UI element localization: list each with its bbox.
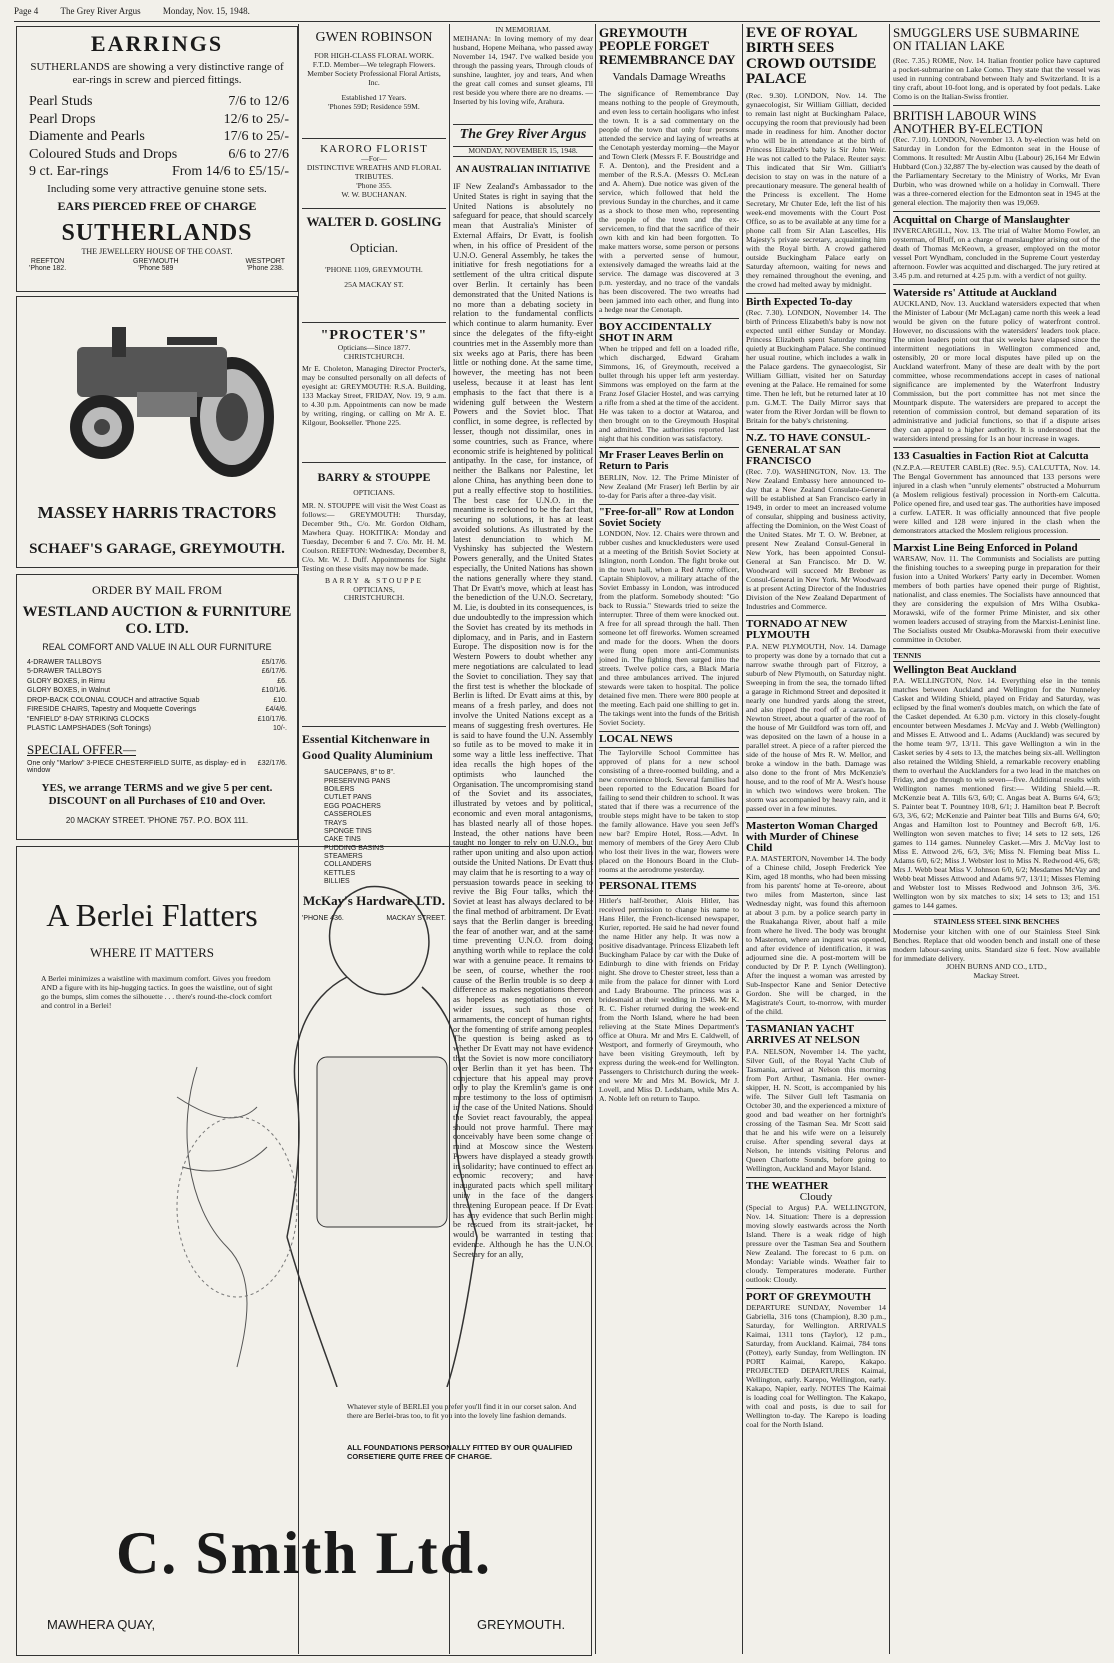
gosling-ad <box>302 214 446 290</box>
nameplate-rule <box>453 124 593 125</box>
branch: GREYMOUTH 'Phone 589 <box>133 257 179 272</box>
weather-subhead: Cloudy <box>799 1190 833 1203</box>
earrings-item: Pearl Drops 12/6 to 25/- <box>29 111 289 127</box>
earrings-intro: SUTHERLANDS are showing a very distinctive range of ear-rings in screw and pierced fittings. <box>30 61 284 87</box>
acquittal-text: INVERCARGILL, Nov. 13. The trial of Walter Momo Fowler, an oysterman, of Bluff, on a charge of manslaughter arising out of the death of Thomas McKeown, a greaser, employed on the motor vessel Port Wyndham, concluded in the Supreme Court yesterday afternoon. Fowler was acquitted and discharged. The jury retired at 3.45 p.m. and returned at 4.25 p.m. with a verdict of not guilty. <box>893 226 1100 281</box>
editorial-title: AN AUSTRALIAN INITIATIVE <box>455 165 591 175</box>
gwen-line: FOR HIGH-CLASS FLORAL WORK. <box>314 51 434 60</box>
eve-text: (Rec. 9.30). LONDON, Nov. 14. The gynaecologist, Sir William Gilliatt, decided to remain last night at Buckingham Palace, occupying the room that previously had been made in readiness for him. Another doctor who will be in attendance at the birth of Princess Elizabeth's baby is Sir John Weir. He was not called to the Palace. Reuter says: This indicated that Sir Wm. Gilliatt's decision to stay on was in the nature of a precautionary measure. The general health of the Princess is excellent. The Home Secretary, Mr Chuter Ede, left the list of his week-end movements with the Court Post Office, so as to be available at any time for a phone call from Sir Alan Lascelles, His Majesty's private secretary, acquainting him with the Royal birth. A crowd gathered outside Buckingham Palace early on Saturday afternoon, waiting for news and they remained throughout the evening, and the crowd had melted away by midnight. <box>746 91 886 290</box>
store-address-right: GREYMOUTH. <box>477 1617 566 1632</box>
page-number: Page 4 <box>14 6 39 16</box>
tennis-label: TENNIS <box>893 648 1100 661</box>
header-rule <box>14 21 1100 22</box>
forget-subhead: Vandals Damage Wreaths <box>612 70 726 83</box>
westland-terms: YES, we arrange TERMS and we give 5 per cent. DISCOUNT on all Purchases of £10 and Over. <box>41 781 273 807</box>
barry-stouppe-ad <box>302 470 446 603</box>
branch-list <box>29 258 285 272</box>
barry-name: BARRY & STOUPPE <box>317 470 431 484</box>
tennis-headline: Wellington Beat Auckland <box>893 661 1100 676</box>
masterton-headline: Masterton Woman Charged with Murder of Chinese Child <box>746 817 886 855</box>
eve-headline: EVE OF ROYAL BIRTH SEES CROWD OUTSIDE PALACE <box>746 26 877 87</box>
editorial-date: MONDAY, NOVEMBER 15, 1948. <box>453 146 593 157</box>
procters-text: Mr E. Choleton, Managing Director Procter's, may be consulted personally on all defects of eyesight at: GREYMOUTH: R.S.A. Building, 133 Mackay Street, FRIDAY, Nov. 19, 9 a.m. to 4.30 p.m. Appointments can now be made by writing, ringing, or calling on Mr A. E. Kilgour, Bookseller. 'Phone 225. <box>302 363 446 427</box>
local-news-heading: LOCAL NEWS <box>599 731 739 748</box>
in-memoriam <box>453 26 593 107</box>
gwen-line: Member Society Professional Floral Artists, Inc. <box>307 68 441 87</box>
mckay-contact: 'PHONE 436. MACKAY STREET. <box>302 914 446 922</box>
westland-address: 20 MACKAY STREET. 'PHONE 757. P.O. BOX 111. <box>65 815 249 825</box>
masterton-text: P.A. MASTERTON, November 14. The body of a Chinese child, Joseph Frederick Yee Kim, aged 18 months, who had been missing from his parents' home at Te-oreore, about two miles from Masterton, since last Wednesday night, was found this afternoon at about 3 p.m. by a police search party in the Ruakahanga River, about half a mile from where he lived. The body was brought to Masterton, where an inquest was opened, and after evidence of identification, it was adjourned sine die. A post-mortem will be conducted by Dr P. P. Lynch (Wellington). After the inquest a woman was arrested by Sub-Inspector Kane and Senior Detective Gordon. She will be charged, in the Magistrate's Court, to-morrow, with murder of the child. <box>746 854 886 1017</box>
tornado-headline: TORNADO AT NEW PLYMOUTH <box>746 615 886 641</box>
westland-item: DROP-BACK COLONIAL COUCH and attractive Squab £10. <box>27 696 287 704</box>
karoro-line: DISTINCTIVE WREATHS AND FLORAL TRIBUTES. <box>306 162 442 181</box>
earrings-item: Coloured Studs and Drops 6/6 to 27/6 <box>29 146 289 162</box>
nz-text: (Rec. 7.0). WASHINGTON, Nov. 13. The New Zealand Embassy here announced to-day that a New Zealand Consulate-General will be established at San Francisco early in 1949, in order to meet an increased volume of consular, shipping and business activity, affecting the Dominion, on the West Coast of the United States. Mr T. O. W. Brebner, at present New Zealand Consul-General in New York, has been appointed Consul-General at San Francisco. Mr D. W. Woodward will succeed Mr Brebner as Consul-General in New York. Mr Woodward is at present Acting Director of the Industries Division of the New Zealand Department of Industries and Commerce. <box>746 467 886 612</box>
local-news-text: The Taylorville School Committee has approved of plans for a new school consisting of a three-roomed building, and a new convenience block. Several families had been reported to the Education Board for failing to send their children to school. It was stated that if there was a recurrence of the trouble steps might have to be taken to stop the family allowance. Have you seen Jeff's new bar? Empire Hotel, Ross.—Advt. In memory of members of the Grey Aero Club who lost their lives in the war, flowers were placed on the Honours Board in the Club-rooms at the aerodrome yesterday. <box>599 748 739 875</box>
issue-date: Monday, Nov. 15, 1948. <box>162 6 250 16</box>
yacht-headline: TASMANIAN YACHT ARRIVES AT NELSON <box>746 1020 886 1046</box>
fraser-text: BERLIN, Nov. 12. The Prime Minister of New Zealand (Mr Fraser) left Berlin by air to-day for Paris after a three-day visit. <box>599 472 739 500</box>
earrings-title: EARRINGS <box>90 31 224 56</box>
port-text: DEPARTURE SUNDAY, November 14 Gabriella, 316 tons (Champion), 8.30 p.m., Saturday, for Wellington. ARRIVALS Kaimai, 1311 tons (Taylor), 12 p.m., Saturday, from Auckland. Kaimai, 784 tons (Pottey), early Sunday, from Wellington. IN PORT Kaimai, Karepo, Kakapo. PROJECTED DEPARTURES Kaimai, Wellington, early. Karepo, Wellington, early. Kakapo, Napier, early. NOTES The Kaimai is loading coal for Wellington. The Kakapo, with coal and posts, is due to sail for Wellington to-day. The Karepo is loading coal for the North Island. <box>746 1303 886 1430</box>
westland-special-item: One only "Marlow" 3-PIECE CHESTERFIELD SUITE, as display- ed in window £32/17/6. <box>27 759 287 774</box>
weather-heading: THE WEATHER <box>746 1177 886 1192</box>
boy-headline: BOY ACCIDENTALLY SHOT IN ARM <box>599 318 739 344</box>
barry-footer: BARRY & STOUPPE <box>325 575 423 585</box>
labour-text: (Rec. 7.10). LONDON, November 13. A by-election was held on Saturday in London for the Edmonton seat in the House of Commons. It resulted: Mr Austin Albu (Labour) 26,164 Mr Edwin Hubbard (Con.) 32,887 The by-election was caused by the death of the Parliamentary Secretary to the Ministry of Works, Mr Evan Durbin, who was drowned while on a holiday in Cornwall. There was a three-cornered election for the Edmonton seat in 1945 at the general election. The majority then was 19,069. <box>893 135 1100 207</box>
karoro-line: W. W. BUCHANAN. <box>341 189 407 199</box>
westland-item: GLORY BOXES, in Walnut £10/1/6. <box>27 687 287 695</box>
westland-item: "ENFIELD" 8-DAY STRIKING CLOCKS £10/17/6. <box>27 715 287 723</box>
sink-firm: JOHN BURNS AND CO., LTD., <box>946 962 1047 971</box>
birth-headline: Birth Expected To-day <box>746 293 886 308</box>
westland-special: SPECIAL OFFER— <box>27 741 136 757</box>
column-rule <box>889 24 890 1654</box>
westland-item: GLORY BOXES, in Rimu £6. <box>27 677 287 685</box>
boy-text: When he tripped and fell on a loaded rifle, which discharged, Edward Graham Simmons, 16, of Greymouth, received a bullet through his upper left arm yesterday. Simmons was employed on the farm at the Franz Josef Glacier Hostel, and was carrying a rifle from a shed at the time of the accident. He was taken to a doctor at Wataroa, and then brought on to the Greymouth Hospital and admitted. The authorities reported last night that his condition was satisfactory. <box>599 344 739 444</box>
waterside-headline: Waterside rs' Attitude at Auckland <box>893 284 1100 299</box>
karoro-line: 'Phone 355. <box>356 180 392 190</box>
westland-ad <box>16 574 298 840</box>
barry-footer: OPTICIANS, <box>353 584 395 594</box>
barry-footer: CHRISTCHURCH. <box>343 593 405 603</box>
column-six <box>893 26 1100 1654</box>
c-smith-store: C. Smith Ltd. <box>115 1520 493 1586</box>
mckay-title: Essential Kitchenware in Good Quality Aluminium <box>302 732 433 762</box>
gosling-sub: Optician. <box>349 240 398 255</box>
memoriam-text: MEIHANA: In loving memory of my dear husband, Hopene Meihana, who passed away November 14, 1947. I've walked beside you through the passing years, Through clouds of sunshine, laughter, joy and tears, And when the great call comes and sunset gleams, I'll rest beside you where there are no dreams. —Inserted by his loving wife, Arahura. <box>453 33 593 106</box>
barry-text: MR. N. STOUPPE will visit the West Coast as follows:— GREYMOUTH: Thursday, December 9th., C/o. Mr. Gordon Oldham, Mawhera Quay. HOKITIKA: Monday and Tuesday, December 6 and 7. C/o. Mr. H. M. Coulson. REEFTON: Wednesday, December 8, C/o. Mr. W. J. Duff. Appointments for Sight Testing on these visits may now be made. <box>302 500 446 573</box>
gosling-line: 'PHONE 1109, GREYMOUTH. <box>325 265 423 274</box>
marxist-text: WARSAW, Nov. 11. The Communists and Socialists are putting the finishing touches to a sweeping purge in preparation for their fusion into a United Workers' Party early in December. Women members of both parties have opened their purge of Rightist, nationalist, and class enemies. The Socialists have announced that they are considering the expulsion of Mrs Wilha Osubka-Morawski, wife of the former Prime Minister, and six other women leaders accused of straying from the Marxist-Leninist line. The Socialists ousted Mr Osubka-Morawski from their executive committee in October. <box>893 553 1100 644</box>
sink-street: Mackay Street. <box>973 970 1020 980</box>
westland-item: 4-DRAWER TALLBOYS £5/17/6. <box>27 659 287 666</box>
tractor-ad <box>16 296 298 568</box>
sink-title: STAINLESS STEEL SINK BENCHES <box>893 914 1100 927</box>
birth-text: (Rec. 7.30). LONDON, November 14. The birth of Princess Elizabeth's baby is now not expected until either Sunday or Monday. Princess Elizabeth spent Saturday morning quietly at Buckingham Palace. She continued her usual routine, which includes a walk in the Palace gardens. The gynaecologist, Sir William Gilliatt, visited her on Saturday evening at the Palace. He remained for some time. Then he left, but he returned later at 10 p.m. G.M.T. The Daily Mirror says that water from the River Jordan will be flown to Britain for the baby's christening. <box>746 308 886 426</box>
westland-price-list <box>27 658 287 734</box>
westland-item: FIRESIDE CHAIRS, Tapestry and Moquette Coverings £4/4/6. <box>27 706 287 714</box>
berlei-subtitle: WHERE IT MATTERS <box>90 945 214 960</box>
earrings-pierced: EARS PIERCED FREE OF CHARGE <box>57 198 257 213</box>
row-text: LONDON, Nov. 12. Chairs were thrown and rubber cushes and knuckledusters were used at a meeting of the British Soviet Society at Islington, north London. The fight broke out in the town hall, when a Red Army officer, Captain Shiplovov, a military attache of the Soviet Embassy in London, was introduced from the platform. Somebody shouted: "Go back to Russia." Stewards tried to seize the interrupter. Three of them were knocked out. A free for all spread through the hall. Then someone let off fireworks. Women screamed and made for the doors. When the doors were flung open more anti-Communists joined in. The fighting then surged into the streets. Twelve police cars, a Black Maria and three ambulances arrived. The injured stewards were taken to hospital. The police detained five men. There were 800 people at the meeting. Each paid one shilling to get in. The takings went into the funds of the British Soviet Society. <box>599 529 739 728</box>
store-address-left: MAWHERA QUAY, <box>47 1617 156 1632</box>
editorial-text: IF New Zealand's Ambassador to the United States is right in saying that the United Nations is absolutely no safeguard for peace, that should scarcely mean that Australia's Minister of External Affairs, Dr Evatt, is foolish when, in his office of President of the U.N.O. General Assembly, he takes the initiative for fresh negotiations for a settlement of the ultra critical dispute over Berlin. It certainly has been demonstrated that the United Nations is no more than a debating society in relation to the fundamental conflicts which continue to alarm humanity. Ever since the delegates of the fifty-eight countries met in the Assembly more than six weeks ago at Paris, there has been little or nothing done. At the same time, however, the meeting has not been useless, because it at least has lent emphasis to the fact that there is a widening gulf between the Western Powers and the Soviet bloc. That conflict, in some degree, is reflected by lesser, though not dissimilar, ones in some countries, such as France, where economic strife is heightened by political antipathy. In the case, for instance, of neither the Balkans nor Palestine, let alone China, has anything been done to put a really effective stop to hostilities. The best case for U.N.O. in the meantime is reckoned to be the fact that, securing no solutions, it has at least avoided solutions. As illustrated by the latest denunciation to which M. Vyshinsky has subjected the Western Powers generally, and the United States especially, the United Nations has shown the nations generally where they stand. That Dr Evatt's move, which at least has the benediction of the U.N.O. Secretary, M. Lie, is doubted in its consequences, is due undoubtedly to the impression which the Soviet has created by its methods in diplomacy, and in Paris, and in Eastern Europe. The disposition now is for the Western Powers to doubt whether any mere negotiations are calculated to lead the Soviet to conciliation. They say that the first test is whether the blockade of Berlin is lifted. Dr Evatt aims at this, by means of a fresh parley, and does not involve the United Nations except as a means of suggesting fresh overtures. He is said to have found the U.N. Assembly so futile as to be moved to make it in some way a little less ineffective. That idea recalls the high hopes of the optimists who launched the Organisation. The uncompromising stand of the Soviet and its associates, illustrated by vetoes and by political, economic and even moral antagonisms, has blasted nearly all of those hopes. Instead, the other nations have been taught no longer to rely on U.N.O., but rather upon uniting and also upon action outside the United Nations. Dr Evatt thus may claim that he is resorting to a way of persuasion towards peace in seeking to revive the Big Four talks, which the Soviet at least has always declared to be the final method of arbitrament. Dr Evatt says that the Berlin danger is breeding the fear of another war, and at the same time preventing U.N.O. from doing anything worth while to replace the cold war with a genuine peace. It remains to be seen, of course, whether the root cause of the Berlin trouble is so deep a difference as makes negotiations thereon as hopeless as negotiations on even wider issues, such as those of armaments, the concept of human rights, or the fomenting of strife among peoples. The question is being asked as to whether Dr Evatt may not have evidence that the Soviet is now more conciliatory over Berlin than it yet has been. The conjecture that his appeal may prove only to play the Kremlin's game is one more testimony to the loss of optimism in the case of the United Nations. Should the Soviet react favourably, the appeal should not prove harmful. There may conceivably have been some change of mind at Moscow since the Western Powers have displayed a steady growth in solidarity; have continued to effect an economic recovery; and have inaugurated pacts which spell military unity in the face of the dangers threatening European peace. If Dr Evatt has any evidence that such Berlin might be rescued from its strait-jacket, he would be warranted in testing that evidence. Although he has the U.N.O. Secretary for an ally, <box>453 182 593 1259</box>
berlei-bottom-text: Whatever style of BERLEI you prefer you'll find it in our corset salon. And there are Berlei-bras too, to fit you into the lovely line fashion demands. <box>347 1402 577 1420</box>
marxist-headline: Marxist Line Being Enforced in Poland <box>893 539 1100 554</box>
ad-divider <box>302 462 446 463</box>
calcutta-text: (N.Z.P.A.—REUTER CABLE) (Rec. 9.5). CALCUTTA, Nov. 14. The Bengal Government has announced that 133 persons were injured in a clash when "unruly elements" obstructed a Mohurrum (a Moslem religious festival) procession in North-ern Calcutta. Police opened fire, and used tear gas. The authorities have imposed a curfew. LATER. It was officially announced that five people were killed and 128 were injured in the clash when the demonstrators attacked the Moslem religious procession. <box>893 462 1100 535</box>
earrings-price-list <box>29 93 289 181</box>
tractor-brand: MASSEY HARRIS TRACTORS <box>37 503 277 522</box>
row-headline: "Free-for-all" Row at London Soviet Society <box>599 504 739 529</box>
column-five <box>746 26 886 1654</box>
smugglers-text: (Rec. 7.35.) ROME, Nov. 14. Italian frontier police have captured a pocket-submarine on Lake Como. They state that the vessel was used in running contraband between Italy and Switzerland. It is a tiny craft, about 10-foot long, and is operated by foot pedals. Lake Como is on the Italian-Swiss frontier. <box>893 55 1100 101</box>
gwen-robinson-ad <box>302 30 446 112</box>
column-four <box>599 26 739 1654</box>
acquittal-headline: Acquittal on Charge of Manslaughter <box>893 211 1100 226</box>
mckay-hardware-ad <box>302 732 446 922</box>
westland-item: 5-DRAWER TALLBOYS £6/17/6. <box>27 668 287 676</box>
page-header <box>14 6 1100 20</box>
gosling-name: WALTER D. GOSLING <box>306 214 442 229</box>
gosling-line: 25A MACKAY ST. <box>344 279 404 289</box>
sink-text: Modernise your kitchen with one of our Stainless Steel Sink Benches. Replace that old wooden bench and install one of these modern labour-saving units. Standard size 6 feet. Now available for immediate delivery. <box>893 927 1100 963</box>
tennis-text: P.A. WELLINGTON, Nov. 14. Everything else in the tennis matches between Auckland and Wellington for the Nunneley Casket and Wilding Shield, played on Friday and Saturday, was eclipsed by the final women's doubles match, on which the fate of the Casket depended. At 6.30 p.m. victory in this closely-fought encounter between Mesdames J. McVay and J. Webb (Wellington) and Misses E. Attwood and L. Adams (Auckland) was secured by the home team 9/7, 13/11. This gave Wellington a win in the Casket series by 4 sets to 13, the matches being six-all. Wellington also retained the Wilding Shield, a remarkable recovery enabling them to overhaul the Aucklanders for a two lead in the matches on Friday, and go through to win seven—five. Additional results with Wellington names mentioned first:— Wilding Shield.—R. McKenzie beat A. Tills 6/3, 6/0; C. Angas beat A. Burns 6/4, 6/3; S. Painter beat T. Pountney 10/8, 6/1; J. Hamilton beat P. Becroft 6/3, 3/6, 6/2; McKenzie and Painter beat Tills and Burns 6/4, 6/0; Angas and Hamilton lost to Pountney and Becroft 6/8, 1/6. Wellington won seven matches to five; 14 sets to 12 sets, 126 games to 114 games. Nunneley Casket.—Mrs J. McVay lost to Miss E. Attwood 2/6, 6/3, 3/6; Miss N. Fleming beat Miss L. Adams 6/0, 6/2; Miss J. Webster lost to Miss N. Redwood 4/6, 6/8; Mrs J. Webb beat Miss V. Johnson 6/0, 6/2; Mesdames McVay and Webb beat Misses Attwood and Adams 9/7, 13/11; Misses Fleming and Webster lost to Misses Redwood and Johnson 3/6, 3/6. Wellington won by six matches to six; 14 sets to 13; and 151 games to 144 games. <box>893 676 1100 911</box>
berlei-fitted: ALL FOUNDATIONS PERSONALLY FITTED BY OUR QUALIFIED CORSETIERE QUITE FREE OF CHARGE. <box>347 1443 573 1461</box>
nz-headline: N.Z. TO HAVE CONSUL-GENERAL AT SAN FRANCISCO <box>746 429 886 467</box>
tractor-illustration <box>17 297 297 497</box>
westland-sub: REAL COMFORT AND VALUE IN ALL OUR FURNITURE <box>42 642 272 652</box>
forget-headline: GREYMOUTH PEOPLE FORGET REMEMBRANCE DAY <box>599 26 736 67</box>
branch: WESTPORT 'Phone 238. <box>245 257 285 272</box>
earrings-item: Pearl Studs 7/6 to 12/6 <box>29 94 289 110</box>
earrings-item: 9 ct. Ear-rings From 14/6 to £5/15/- <box>29 164 289 180</box>
ad-divider <box>302 322 446 323</box>
ad-divider <box>302 138 446 139</box>
gwen-line: F.T.D. Member—We telegraph Flowers. <box>312 59 436 69</box>
mckay-list: SAUCEPANS, 8" to 8". PRESERVING PANS BOILERS CUTLET PANS EGG POACHERS CASSEROLES TRAYS SPONGE TINS CAKE TINS PUDDING BASINS STEAMERS COLLANDERS KETTLES BILLIES <box>324 769 395 886</box>
fraser-headline: Mr Fraser Leaves Berlin on Return to Paris <box>599 447 739 472</box>
editorial-nameplate: The Grey River Argus <box>459 127 587 142</box>
labour-headline: BRITISH LABOUR WINS ANOTHER BY-ELECTION <box>893 105 1100 136</box>
weather-text: (Special to Argus) P.A. WELLINGTON, Nov. 14. Situation: There is a depression moving slowly eastwards across the North Island. There is a weak ridge of high pressure over the Tasman Sea and Southern New Zealand. The forecast to 6 p.m. on Monday: Variable winds. Weather fair to cloudy. Temperatures moderate. Further outlook: Cloudy. <box>746 1203 886 1285</box>
earrings-ad <box>16 26 298 292</box>
personal-text: Hitler's half-brother, Alois Hitler, has received permission to change his name to Hans Hiler, the French-licensed newspaper, Kurier, reported. He said he had never found the name Hitler any help. It was now a positive disadvantage. Princess Elizabeth left Buckingham Palace by car with the Duke of Edinburgh to dine with friends on Friday night. She drove to Chester street, less than a mile from the palace for dinner with Lord and Lady Brabourne. The princess was a bridesmaid at their wedding in 1946. Mr K. R. C. Fisher returned during the week-end from the North Island, where he had been relieving at the State Mines Department's office at Ohura. Mr and Mrs E. Caldwell, of Westport, and formerly of Greymouth, who have been visiting Greymouth, left by express during the week-end for Wellington. Passengers to Christchurch during the week-end were Mr and Mrs M. Bowick, Mr J. Lovell, and Miss D. Ledsham, while Mrs A. A. Noble left on return to Taupo. <box>599 895 739 1103</box>
karoro-florist-ad <box>302 143 446 200</box>
westland-heading: ORDER BY MAIL FROM <box>91 583 223 597</box>
sutherlands-tagline: THE JEWELLERY HOUSE OF THE COAST. <box>81 246 233 256</box>
smugglers-headline: SMUGGLERS USE SUBMARINE ON ITALIAN LAKE <box>893 26 1080 54</box>
personal-heading: PERSONAL ITEMS <box>599 878 739 895</box>
earrings-note: Including some very attractive genuine stone sets. <box>47 182 267 195</box>
branch: REEFTON 'Phone 182. <box>29 257 67 272</box>
tractor-dealer: SCHAEF'S GARAGE, GREYMOUTH. <box>29 541 285 557</box>
berlei-text: A Berlei minimizes a waistline with maximum comfort. Gives you freedom AND a figure with its hip-hugging tactics. In goes the waistline, out of sight go the bumps, slim comes the silhouette . . . there's round-the-clock comfort and control in a Berlei! <box>41 974 273 1010</box>
sutherlands-brand: SUTHERLANDS <box>61 219 253 246</box>
westland-name: WESTLAND AUCTION & FURNITURE CO. LTD. <box>22 604 292 637</box>
earrings-item: Diamente and Pearls 17/6 to 25/- <box>29 129 289 145</box>
gwen-name: GWEN ROBINSON <box>315 30 433 45</box>
procters-ad <box>302 328 446 428</box>
yacht-text: P.A. NELSON, November 14. The yacht, Silver Gull, of the Royal Yacht Club of Tasmania, arrived at Nelson this morning from Port Arthur, Tasmania. Her owner-skipper, H. N. Scott, is accompanied by his wife. The Silver Gull left Tasmania on October 30, and the experienced a mixture of good and bad weather on her fortnight's crossing of the Tasman Sea. Mr Scott said that he and his wife were on a leisurely cruise. After spending several days at Nelson, he intends visiting Pelorus and Queen Charlotte Sounds, before going to Wellington, Auckland and Mayor Island. <box>746 1046 886 1173</box>
karoro-name: KARORO FLORIST <box>320 143 428 155</box>
procters-city: CHRISTCHURCH. <box>343 351 405 361</box>
procters-name: "PROCTER'S" <box>320 328 428 343</box>
forget-text: The significance of Remembrance Day means nothing to the people of Greymouth, and even less to certain hooligans who infest the town. It is a sad commentary on the people of the town that only four persons attended the service and laying of wreaths at the Cenotaph yesterday morning—the Mayor and Town Clerk (Messrs F. F. Boustridge and F. A. Denton), and the President and a member of the R.S.A. (Messrs O. McLean and A. Ahern). Due notice was given of the service, which followed that held the previous Sunday in the churches, and it came as a shock to those men who, representing the people of the town and the ex-servicemen, to find that the sacrifice of their own kith and kin had been forgotten. To make matters worse, some person or persons with a perverted sense of humour, extensively damaged the wreaths laid at the service. The damage was discovered at 3 p.m. yesterday, and no trace of the vandals has been discovered. The two wreaths had been jammed into each other, and flung into a hedge near the Cenotaph. <box>599 88 739 314</box>
waterside-text: AUCKLAND, Nov. 13. Auckland watersiders expected that when the Minister of Labour (Mr McLagan) came north this week a lead would be given on the future policy of waterfront control. However, no discussions with the watersiders' leaders took place. The union leaders point out that six weeks have elapsed since the intermittent negotiations in Wellington commenced and, ostensibly, 20 or more local disputes have piled up on the Auckland waterfront. Many of these are dealt with by the port committee, whose recommendations accept in cases of national significance are implemented by the Waterfront Industry Commission, but the port committee has not met since the Mountpark dispute. The watersiders are prepared to accept the retention of commission control, but demand separation of its administrative and judicial functions, so that if a dispute arises they can appeal to a higher authority. It is understood that the watersiders intend pressing for 1s an hour increase in wages. <box>893 299 1100 444</box>
column-rule <box>742 24 743 1654</box>
calcutta-headline: 133 Casualties in Faction Riot at Calcutta <box>893 447 1100 462</box>
memoriam-title: IN MEMORIAM. <box>495 25 551 34</box>
procters-sub: Opticians—Since 1877. <box>337 343 411 352</box>
berlei-title: A Berlei Flatters <box>46 897 258 933</box>
ad-divider <box>302 726 446 727</box>
port-heading: PORT OF GREYMOUTH <box>746 1288 886 1303</box>
karoro-line: —For— <box>361 154 387 163</box>
column-rule <box>595 24 596 1654</box>
paper-name: The Grey River Argus <box>60 6 141 16</box>
tornado-text: P.A. NEW PLYMOUTH, Nov. 14. Damage to property was done by a tornado that cut a narrow swathe through part of Fitzroy, a suburb of New Plymouth, on Saturday night. Sweeping in from the sea, the tornado lifted a garage in Richmond Street and deposited it nearly one hundred yards along the street, and also ripped the roof off a caravan. In Newton Street, about a quarter of the roof of the house of Mr Guildford was torn off, and was deposited on the lawn of a house in a parallel street. A piece of a rafter pierced the side of the house of Mrs R. W. Mellor, and broke a window in the bath. Damage was also done to the front of Mrs McKenzie's house, and to the roof of Mr A. West's house in which two windows were broken. The storm was accompanied by heavy rain, and it passed over in a few minutes. <box>746 641 886 813</box>
westland-item: PLASTIC LAMPSHADES (Soft Tonings) 10/-. <box>27 725 287 733</box>
mckay-name: McKay's Hardware LTD. <box>303 892 445 908</box>
gwen-line: 'Phones 59D; Residence 59M. <box>328 101 420 111</box>
ad-divider <box>302 208 446 209</box>
barry-sub: OPTICIANS. <box>353 488 395 497</box>
gwen-line: Established 17 Years. <box>341 92 407 102</box>
